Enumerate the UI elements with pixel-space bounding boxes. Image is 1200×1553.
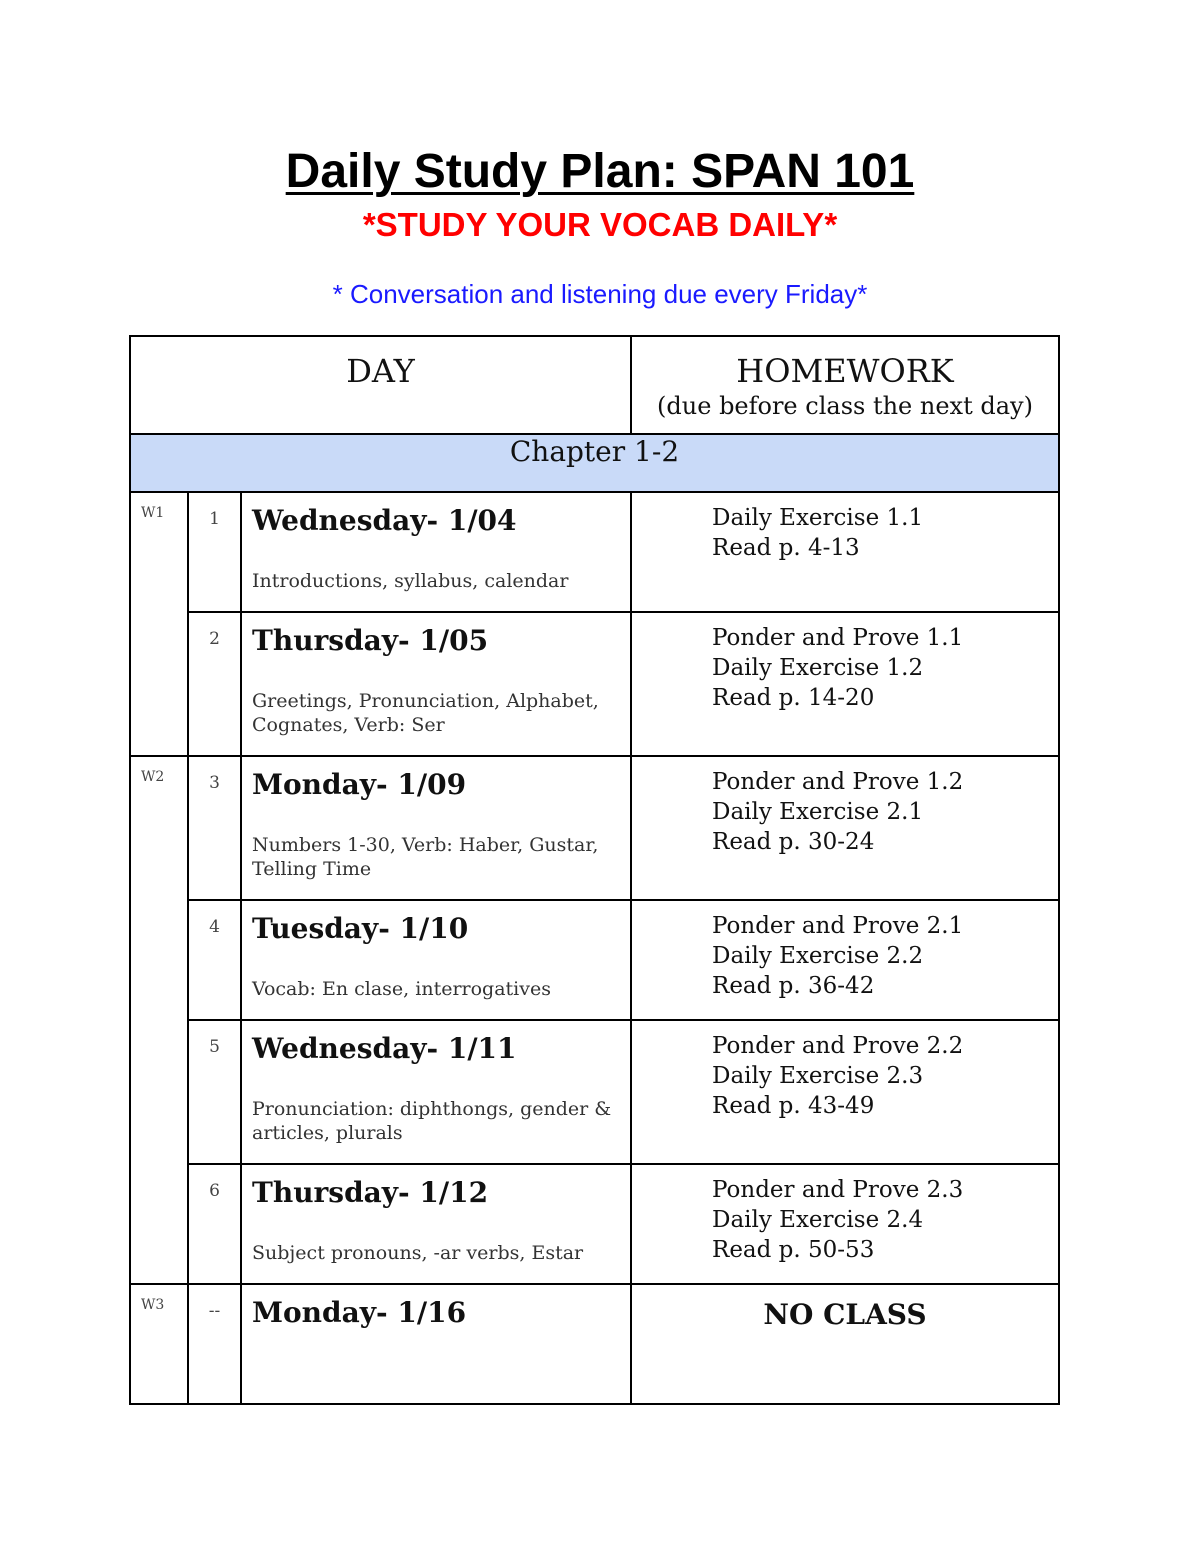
homework-cell xyxy=(631,900,1059,1020)
homework-item: Ponder and Prove 2.3 xyxy=(712,1177,964,1203)
day-column-header xyxy=(130,336,631,434)
day-cell xyxy=(241,492,631,612)
homework-item: Read p. 50-53 xyxy=(712,1237,875,1263)
table-row xyxy=(130,612,1059,756)
table-row xyxy=(130,900,1059,1020)
day-date: Monday- 1/09 xyxy=(252,768,467,801)
homework-item: Ponder and Prove 2.1 xyxy=(712,913,964,939)
table-row xyxy=(130,756,1059,900)
day-header-label: DAY xyxy=(346,352,415,390)
day-topics: Numbers 1-30, Verb: Haber, Gustar, Telling Time xyxy=(252,834,599,880)
homework-item: Daily Exercise 1.2 xyxy=(712,655,924,681)
homework-cell xyxy=(631,756,1059,900)
homework-item: Ponder and Prove 1.1 xyxy=(712,625,964,651)
homework-cell xyxy=(631,492,1059,612)
homework-item: Read p. 43-49 xyxy=(712,1093,875,1119)
day-cell xyxy=(241,900,631,1020)
homework-item: Daily Exercise 2.3 xyxy=(712,1063,924,1089)
day-date: Thursday- 1/12 xyxy=(252,1176,489,1209)
homework-item: Ponder and Prove 2.2 xyxy=(712,1033,964,1059)
friday-note: * Conversation and listening due every Friday* xyxy=(332,279,868,309)
day-topics: Pronunciation: diphthongs, gender & articles, plurals xyxy=(252,1098,612,1144)
table-row xyxy=(130,1020,1059,1164)
class-number: 5 xyxy=(188,1020,241,1164)
day-cell xyxy=(241,1284,631,1404)
day-date: Thursday- 1/05 xyxy=(252,624,489,657)
class-number: -- xyxy=(188,1284,241,1404)
homework-item: Daily Exercise 2.2 xyxy=(712,943,924,969)
homework-item: Read p. 30-24 xyxy=(712,829,875,855)
header-row xyxy=(130,336,1059,434)
homework-item: Read p. 4-13 xyxy=(712,535,860,561)
class-number: 4 xyxy=(188,900,241,1020)
homework-item: Daily Exercise 1.1 xyxy=(712,505,924,531)
homework-item: Daily Exercise 2.4 xyxy=(712,1207,924,1233)
day-cell xyxy=(241,1164,631,1284)
homework-header-label: HOMEWORK xyxy=(736,352,954,390)
homework-column-header xyxy=(631,336,1059,434)
homework-item: Read p. 36-42 xyxy=(712,973,875,999)
study-plan-table xyxy=(129,335,1060,1405)
page-title: Daily Study Plan: SPAN 101 xyxy=(285,145,915,198)
week-label: W2 xyxy=(130,756,188,1284)
chapter-row xyxy=(130,434,1059,492)
day-topics: Greetings, Pronunciation, Alphabet, Cognates, Verb: Ser xyxy=(252,690,599,736)
day-topics: Subject pronouns, -ar verbs, Estar xyxy=(252,1242,584,1264)
table-row xyxy=(130,1284,1059,1404)
day-date: Wednesday- 1/04 xyxy=(252,504,517,537)
homework-header-subtitle: (due before class the next day) xyxy=(657,392,1033,420)
table-row xyxy=(130,492,1059,612)
day-cell xyxy=(241,612,631,756)
class-number: 2 xyxy=(188,612,241,756)
homework-item: Daily Exercise 2.1 xyxy=(712,799,924,825)
homework-cell xyxy=(631,612,1059,756)
class-number: 3 xyxy=(188,756,241,900)
week-label: W3 xyxy=(130,1284,188,1404)
table-row xyxy=(130,1164,1059,1284)
class-number: 6 xyxy=(188,1164,241,1284)
day-cell xyxy=(241,756,631,900)
homework-cell xyxy=(631,1164,1059,1284)
day-cell xyxy=(241,1020,631,1164)
homework-cell xyxy=(631,1020,1059,1164)
day-topics: Vocab: En clase, interrogatives xyxy=(252,978,551,1000)
homework-item: Read p. 14-20 xyxy=(712,685,875,711)
homework-cell xyxy=(631,1284,1059,1404)
chapter-label: Chapter 1-2 xyxy=(130,434,1059,492)
week-label: W1 xyxy=(130,492,188,756)
day-topics: Introductions, syllabus, calendar xyxy=(252,570,569,592)
vocab-reminder: *STUDY YOUR VOCAB DAILY* xyxy=(362,206,838,243)
day-date: Monday- 1/16 xyxy=(252,1296,467,1329)
homework-item: Ponder and Prove 1.2 xyxy=(712,769,964,795)
class-number: 1 xyxy=(188,492,241,612)
day-date: Tuesday- 1/10 xyxy=(252,912,469,945)
no-class-label: NO CLASS xyxy=(763,1298,927,1331)
day-date: Wednesday- 1/11 xyxy=(252,1032,517,1065)
